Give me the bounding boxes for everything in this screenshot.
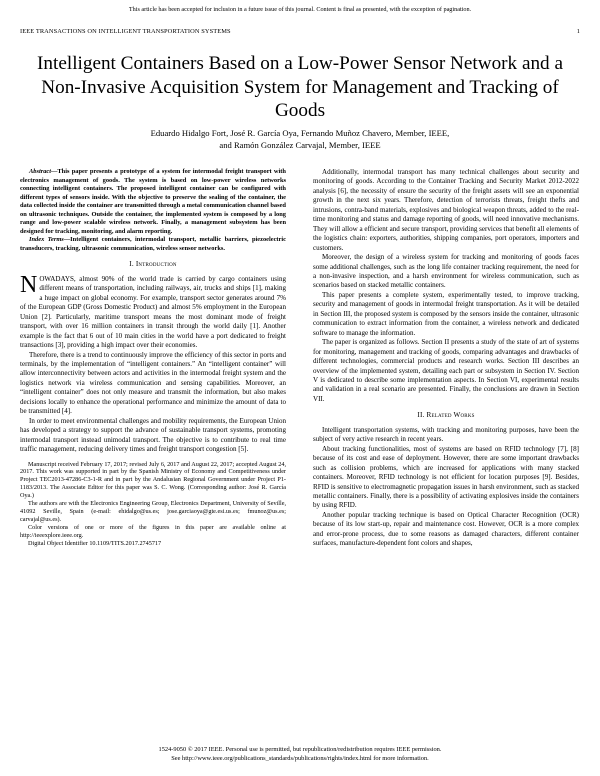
- footnote-doi: Digital Object Identifier 10.1109/TITS.2017.2745717: [28, 539, 162, 547]
- authors-line-2: and Ramón González Carvajal, Member, IEEE: [219, 139, 381, 150]
- acceptance-notice: This article has been accepted for inclusion in a future issue of this journal. Content is final as presented, with the exception of pagination.: [128, 6, 472, 13]
- section-heading-introduction: I. Introduction: [129, 260, 177, 269]
- section-heading-related-works: II. Related Works: [417, 411, 475, 420]
- index-terms: [20, 236, 286, 253]
- intro-paragraph-2: Therefore, there is a trend to continuously improve the efficiency of this sector in ports and terminals, by the implementation of “intelligent containers.” An “intelligent container” will allow interconnectivity between actors and activities in the intermodal freight system and the logistics network via wireless communication and sensing capabilities. Moreover, an “intelligent container” does not only measure and transmit the information, but also makes decisions locally to enhance the operational performance and minimize the amount of data to be transmitted [4].: [20, 350, 287, 416]
- drop-cap: N: [20, 271, 38, 298]
- page-number: 1: [576, 28, 580, 35]
- index-terms-label: Index Terms: [29, 236, 64, 244]
- abstract-label: Abstract: [29, 168, 52, 175]
- related-paragraph-1: Intelligent transportation systems, with tracking and monitoring purposes, have been the subject of very active research in recent years.: [313, 425, 579, 444]
- related-paragraph-3: Another popular tracking technique is based on Optical Character Recognition (OCR) because of its low start-up, repair and maintenance cost. However, OCR is a more complex and error-prone process, due to some reasons as damaged characters, different container surfaces, manufacture-dependent font colors and shapes,: [313, 510, 579, 548]
- copyright-footer: [0, 746, 600, 763]
- authors-line-1: Eduardo Hidalgo Fort, José R. García Oya, Fernando Muñoz Chavero, Member, IEEE,: [150, 128, 450, 138]
- rights-link-line: See http://www.ieee.org/publications_standards/publications/rights/index.html for more information.: [171, 754, 429, 762]
- copyright-line: 1524-9050 © 2017 IEEE. Personal use is permitted, but republication/redistribution requires IEEE permission.: [158, 746, 442, 753]
- author-list: [20, 128, 580, 152]
- running-head: IEEE TRANSACTIONS ON INTELLIGENT TRANSPORTATION SYSTEMS: [20, 28, 231, 35]
- intro-p1-text: almost 90% of the world trade is carried by cargo containers using different means of transportation, including railways, air, trucks and ships [1], making a huge impact on global economy. For example, transport sector generates around 7% of the European GDP (Gross Domestic Product) and almost 5% employment in the European Union [2]. Particularly, maritime transport means the most dominant mode of freight transport, with over 16 million containers in transit through the world daily [1]. Another example is the fact that 6 out of 10 main cities in the world have a port dedicated to freight transactions [3], providing a high impact over their economies.: [20, 274, 286, 350]
- abstract: [20, 168, 286, 236]
- right-paragraph-3: This paper presents a complete system, experimentally tested, to improve tracking, security and management of goods in intermodal freight transportation. As it will be detailed in Section III, the proposed system is composed by the sensors inside the container, ultrasonic communication to extract information from the container, a wireless network and dedicated software to manage the information.: [313, 290, 579, 337]
- right-column: [313, 168, 579, 549]
- footnote-color: Color versions of one or more of the figures in this paper are available online at http://ieeexplore.ieee.org.: [20, 523, 286, 539]
- related-paragraph-2: About tracking functionalities, most of systems are based on RFID technology [7], [8] because of its cost and ease of deployment. However, there are some important drawbacks such as collision problems, which are increased for applications with many stacked containers. Moreover, RFID technology is not efficient for location purposes [9]. Besides, RFID is sensitive to electromagnetic propagation issues in harsh environment, such as stacked metallic containers. Finally, there is a possibility of activating explosives inside the containers by using RFID.: [313, 444, 579, 510]
- intro-paragraph-1: [20, 271, 286, 351]
- intro-first-word: OWADAYS,: [39, 274, 76, 283]
- footnote-manuscript: Manuscript received February 17, 2017; revised July 6, 2017 and August 22, 2017; accepted August 24, 2017. This work was supported in part by the Spanish Ministry of Economy and Competitiveness under Project TEC2013-47286-C3-1-R and in part by the Andalusian Regional Government under Project P1-1183/2013. The Associate Editor for this paper was S. C. Wong. (Corresponding author: José R. García Oya.): [20, 460, 286, 500]
- abstract-text: —This paper presents a prototype of a system for intermodal freight transport with electronics management of goods. The system is based on low-power wireless networks connecting intelligent containers. The proposed intelligent container can be configured with different types of sensors inside. With the objective to preserve the sealing of the container, the data collected inside the container are transmitted through a metal communication channel based on ultrasonic techniques. Outside the container, the implemented system is composed by a long range and low-power scalable wireless network. Finally, a management subsystem has been designed for tracking, monitoring, and alarm reporting.: [20, 168, 286, 235]
- paper-title: Intelligent Containers Based on a Low-Power Sensor Network and a Non-Invasive Acquisition System for Management and Tracking of Goods: [37, 53, 563, 121]
- footnotes: [20, 461, 286, 548]
- right-paragraph-2: Moreover, the design of a wireless system for tracking and monitoring of goods faces some additional challenges, such as the long life container tracking requirement, the need for a non-invasive inspection, and a harsh environment for wireless communication, such as scenarios based on stacked metallic containers.: [313, 253, 579, 290]
- right-paragraph-4: The paper is organized as follows. Section II presents a study of the state of art of systems for monitoring, management and tracking of goods, comparing advantages and drawbacks of different technologies, commercial products and research works. Section III describes an overview of the implemented system, detailing each part or subsystem in Section IV. Section V is dedicated to describe some implementation aspects. In Section VI, experimental results and validation in a real scenario are presented. Finally, the conclusions are drawn in Section VII.: [313, 338, 579, 403]
- index-terms-text: —Intelligent containers, intermodal transport, metallic barriers, piezoelectric transducers, tracking, ultrasonic communication, wireless sensor networks.: [20, 236, 286, 252]
- footnote-affiliation: The authors are with the Electronics Engineering Group, Electronics Department, University of Seville, 41092 Seville, Spain (e-mail: ehidalgo@us.es; jose.garciaoya@gte.esi.us.es; fmunoz@us.es; carvajal@us.es).: [20, 500, 286, 523]
- intro-paragraph-3: In order to meet environmental challenges and mobility requirements, the European Union has developed a strategy to support the advance of sustainable transport systems, promoting intermodal transport instead unimodal transport. The objective is to contribute to real time traffic management, reducing delivery times and freight transport congestion [5].: [20, 416, 286, 454]
- right-paragraph-1: Additionally, intermodal transport has many technical challenges about security and monitoring of goods. According to the Container Tracking and Security Market 2012-2022 analysis [6], the necessity of ensure the security of the freight assets will see an exponential growth in the next six years. Therefore, detection of terrorists threats, freight thefts and intrusions, contra-band materials, explosives and biological weapon threats, added to the real-time monitoring and status and damage reporting of goods, will need innovative mechanisms. They will allow a efficient and secure transport, providing services that benefit all elements of the logistics chain: exporters, authorities, shipping companies, port operators, importers and customers.: [313, 168, 579, 252]
- left-column: [20, 168, 286, 548]
